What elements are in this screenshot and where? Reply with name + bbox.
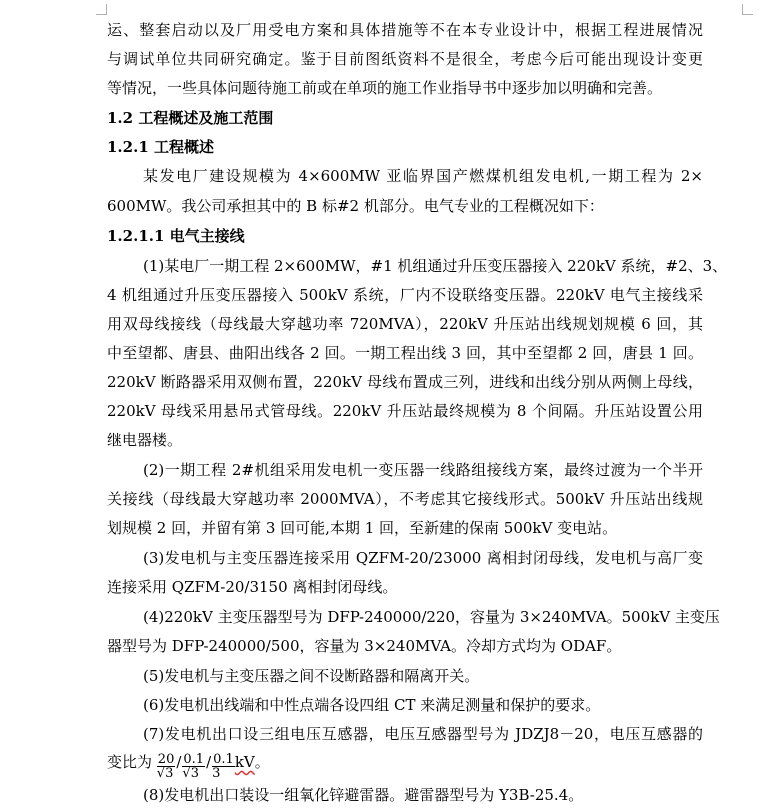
ratio-prefix: 变比为 (107, 753, 153, 771)
text-line: 连接采用 QZFM-20/3150 离相封闭母线。 (107, 578, 398, 596)
fraction-numerator: 20 (157, 751, 175, 767)
text-line: 关接线（母线最大穿越功率 2000MVA），不考虑其它接线形式。500kV 升压站出线规 (107, 490, 703, 508)
margin-corner-mark (742, 4, 753, 15)
fraction-denominator: √3 (182, 765, 199, 781)
text-line: 用双母线接线（母线最大穿越功率 720MVA），220kV 升压站出线规划规模 6 回，其 (107, 315, 703, 333)
text-line: (2)一期工程 2#机组采用发电机一变压器一线路组接线方案，最终过渡为一个半开 (143, 461, 703, 479)
fraction-slash: / (176, 753, 182, 771)
fraction-numerator: 0.1 (183, 751, 205, 767)
text-line: 中至望都、唐县、曲阳出线各 2 回。一期工程出线 3 回，其中至望都 2 回，唐县 1 回。 (107, 344, 703, 362)
text-line: (7)发电机出口设三组电压互感器，电压互感器型号为 JDZJ8－20，电压互感器的 (143, 725, 703, 743)
text-line: 运、整套启动以及厂用受电方案和具体措施等不在本专业设计中，根据工程进展情况 (107, 21, 703, 39)
text-line: 划规模 2 回，并留有第 3 回可能,本期 1 回，至新建的保南 500kV 变电站。 (107, 519, 618, 537)
fraction-numerator: 0.1 (213, 751, 234, 767)
text-line: (3)发电机与主变压器连接采用 QZFM-20/23000 离相封闭母线，发电机与高厂变 (143, 549, 703, 567)
text-line: (4)220kV 主变压器型号为 DFP-240000/220，容量为 3×240MVA。500kV 主变压 (143, 608, 720, 626)
fraction-slash: / (206, 753, 212, 771)
fraction (212, 751, 235, 781)
sentence-end: 。 (254, 753, 270, 771)
subsubsection-heading: 1.2.1.1 电气主接线 (107, 227, 245, 245)
margin-corner-mark (96, 4, 107, 15)
fraction-denominator: √3 (156, 765, 174, 781)
fraction (182, 751, 205, 781)
fraction-denominator: 3 (212, 765, 221, 781)
subsection-heading: 1.2.1 工程概述 (107, 138, 214, 156)
text-line: 220kV 母线采用悬吊式管母线。220kV 升压站最终规模为 8 个间隔。升压站设置公用 (107, 402, 703, 420)
text-line: (8)发电机出口装设一组氧化锌避雷器。避雷器型号为 Y3B-25.4。 (143, 786, 584, 804)
text-line: 等情况，一些具体问题待施工前或在单项的施工作业指导书中逐步加以明确和完善。 (107, 79, 663, 97)
text-line: (5)发电机与主变压器之间不设断路器和隔离开关。 (143, 667, 480, 685)
text-line: 继电器楼。 (107, 431, 183, 449)
text-line: 与调试单位共同研究确定。鉴于目前图纸资料不是很全，考虑今后可能出现设计变更 (107, 50, 703, 68)
text-line: 220kV 断路器采用双侧布置，220kV 母线布置成三列，进线和出线分别从两侧上母线， (107, 373, 703, 391)
text-line: 器型号为 DFP-240000/500，容量为 3×240MVA。冷却方式均为 ODAF。 (107, 637, 622, 655)
text-line: (6)发电机出线端和中性点端各设四组 CT 来满足测量和保护的要求。 (143, 696, 601, 714)
text-line: 4 机组通过升压变压器接入 500kV 系统，厂内不设联络变压器。220kV 电气主接线采 (107, 286, 703, 304)
unit-text: kV (234, 753, 255, 771)
section-heading: 1.2 工程概述及施工范围 (107, 109, 274, 127)
text-line: 某发电厂建设规模为 4×600MW 亚临界国产燃煤机组发电机,一期工程为 2× (143, 167, 703, 185)
ratio-line (107, 748, 703, 781)
text-line: 600MW。我公司承担其中的 B 标#2 机部分。电气专业的工程概况如下： (107, 197, 604, 215)
fraction (156, 751, 176, 781)
text-line: (1)某电厂一期工程 2×600MW，#1 机组通过升压变压器接入 220kV 系统，#2、3、 (143, 257, 728, 275)
